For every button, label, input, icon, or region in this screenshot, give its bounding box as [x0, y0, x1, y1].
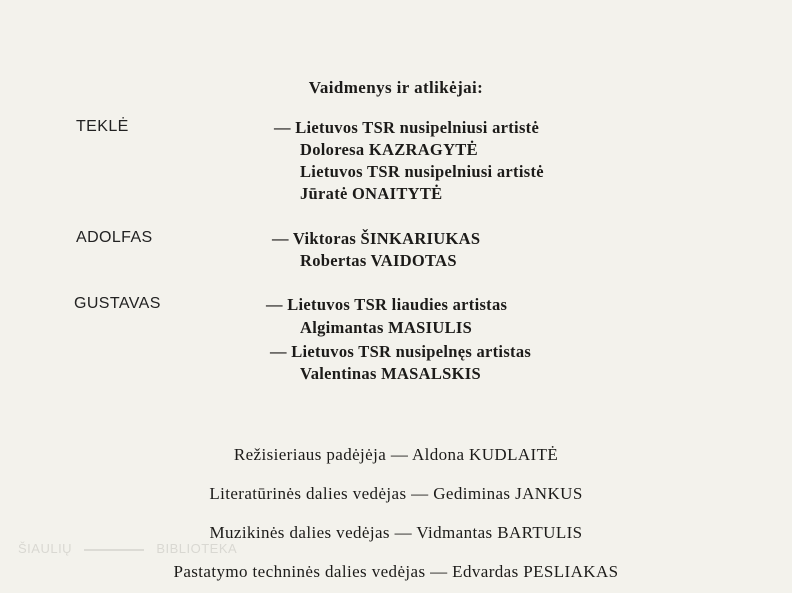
- crew-line: Pastatymo techninės dalies vedėjas — Edvardas PESLIAKAS: [173, 562, 619, 581]
- watermark-left: ŠIAULIŲ: [18, 541, 73, 556]
- cast-heading: Vaidmenys ir atlikėjai:: [308, 78, 484, 97]
- role-tekle: TEKLĖ: [76, 118, 129, 135]
- cast-line: — Viktoras ŠINKARIUKAS: [272, 229, 481, 248]
- watermark-rule: [84, 549, 144, 551]
- cast-line: Algimantas MASIULIS: [300, 318, 473, 337]
- role-gustavas: GUSTAVAS: [74, 295, 161, 312]
- watermark-right: BIBLIOTEKA: [156, 541, 238, 556]
- cast-line: Jūratė ONAITYTĖ: [300, 184, 443, 203]
- cast-line: — Lietuvos TSR liaudies artistas: [266, 295, 508, 314]
- cast-line: Lietuvos TSR nusipelniusi artistė: [300, 162, 544, 181]
- crew-line: Režisieriaus padėjėja — Aldona KUDLAITĖ: [233, 445, 559, 464]
- cast-line: — Lietuvos TSR nusipelniusi artistė: [274, 118, 540, 137]
- cast-line: Valentinas MASALSKIS: [300, 364, 481, 383]
- role-adolfas: ADOLFAS: [76, 229, 153, 246]
- cast-line: Doloresa KAZRAGYTĖ: [300, 140, 478, 159]
- crew-line: Literatūrinės dalies vedėjas — Gediminas JANKUS: [209, 484, 583, 503]
- cast-line: — Lietuvos TSR nusipelnęs artistas: [270, 342, 532, 361]
- crew-line: Muzikinės dalies vedėjas — Vidmantas BARTULIS: [209, 523, 583, 542]
- library-watermark: [18, 541, 237, 556]
- cast-line: Robertas VAIDOTAS: [300, 251, 457, 270]
